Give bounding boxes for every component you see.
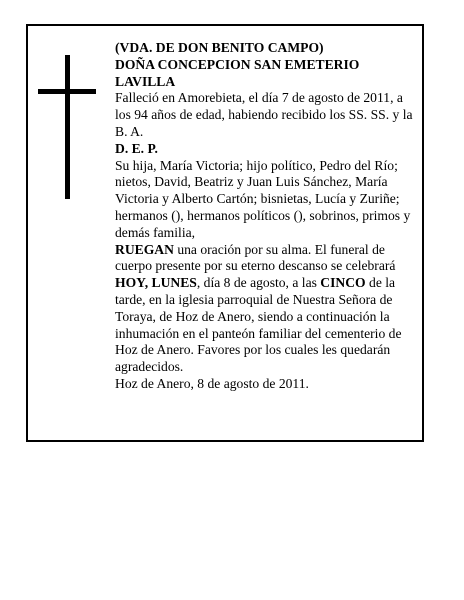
cross-icon [38,55,96,199]
dep-line: D. E. P. [115,140,158,156]
funeral-day: HOY, LUNES [115,275,197,291]
place-date: Hoz de Anero, 8 de agosto de 2011. [115,375,309,391]
family-paragraph: Su hija, María Victoria; hijo político, Pedro del Río; nietos, David, Beatriz y Juan Luis Sánchez, María Victoria y Alberto Cartón; bisnietas, Lucía y Zuriñe; hermanos (), hermanos políticos (), sobrinos, primos y demás familia, [115,157,411,240]
request-paragraph [115,242,418,376]
notice-text [115,40,418,393]
death-paragraph: Falleció en Amorebieta, el día 7 de agosto de 2011, a los 94 años de edad, habiendo recibido los SS. SS. y la B. A. [115,90,413,139]
request-text-3: de la tarde, en la iglesia parroquial de Nuestra Señora de Toraya, de Hoz de Anero, siendo a continuación la inhumación en el panteón familiar del cementerio de Hoz de Anero. Favores por los cuales les quedarán agradecidos. [115,275,402,375]
cross-horizontal-bar [38,89,96,94]
request-text-2: , día 8 de agosto, a las [196,275,321,291]
request-text-1: una oración por su alma. El funeral de cuerpo presente por su eterno descanso se celebrará [115,241,396,274]
ruegan-word: RUEGAN [115,241,174,257]
deceased-name: DOÑA CONCEPCION SAN EMETERIO LAVILLA [115,56,360,89]
widow-line: (VDA. DE DON BENITO CAMPO) [115,40,324,55]
funeral-hour: CINCO [320,275,366,291]
cross-vertical-bar [65,55,70,199]
obituary-notice [26,24,424,442]
